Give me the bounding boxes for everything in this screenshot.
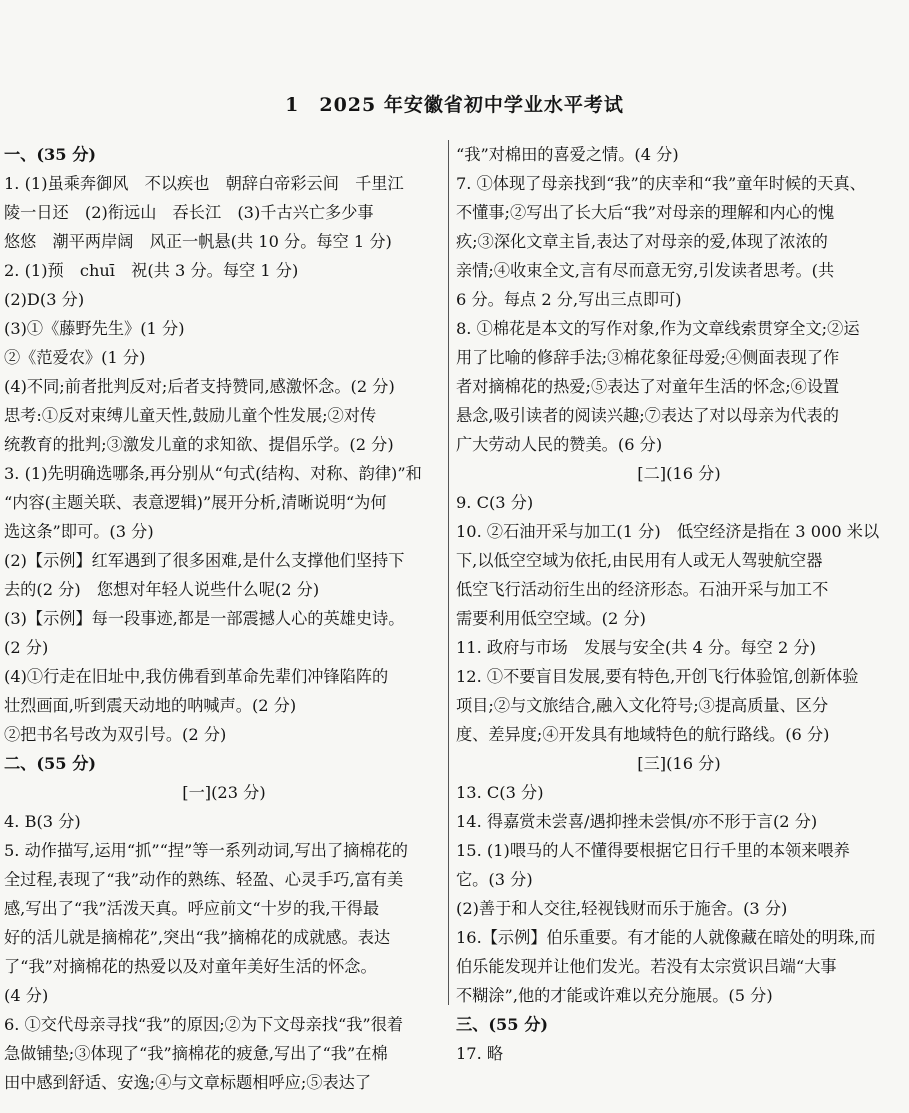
answer-line: 6. ①交代母亲寻找“我”的原因;②为下文母亲找“我”很着: [4, 1015, 404, 1034]
answer-line: (4)①行走在旧址中,我仿佛看到革命先辈们冲锋陷阵的: [4, 667, 389, 686]
right-column: [456, 140, 902, 1068]
answer-line: 不糊涂”,他的才能或许难以充分施展。(5 分): [456, 986, 773, 1005]
answer-line: 不懂事;②写出了长大后“我”对母亲的理解和内心的愧: [456, 203, 835, 222]
answer-line: 田中感到舒适、安逸;④与文章标题相呼应;⑤表达了: [4, 1073, 372, 1092]
answer-line: 16.【示例】伯乐重要。有才能的人就像藏在暗处的明珠,而: [456, 928, 876, 947]
answer-line: 需要利用低空空域。(2 分): [456, 609, 646, 628]
answer-line: 用了比喻的修辞手法;③棉花象征母爱;④侧面表现了作: [456, 348, 840, 367]
answer-line: 广大劳动人民的赞美。(6 分): [456, 435, 663, 454]
answer-line: 者对摘棉花的热爱;⑤表达了对童年生活的怀念;⑥设置: [456, 377, 840, 396]
answer-line: 6 分。每点 2 分,写出三点即可): [456, 290, 682, 309]
answer-line: 陵一日还 (2)衔远山 吞长江 (3)千古兴亡多少事: [4, 203, 374, 222]
answer-line: 9. C(3 分): [456, 493, 534, 512]
left-column: [4, 140, 444, 1097]
section-heading: 一、(35 分): [4, 145, 97, 164]
answer-line: 11. 政府与市场 发展与安全(共 4 分。每空 2 分): [456, 638, 816, 657]
answer-line: 4. B(3 分): [4, 812, 81, 831]
section-heading: 二、(55 分): [4, 754, 97, 773]
subsection-heading: [一](23 分): [182, 783, 266, 802]
answer-line: 疚;③深化文章主旨,表达了对母亲的爱,体现了浓浓的: [456, 232, 828, 251]
answer-line: 10. ②石油开采与加工(1 分) 低空经济是指在 3 000 米以: [456, 522, 880, 541]
answer-line: (2 分): [4, 638, 49, 657]
answer-line: 急做铺垫;③体现了“我”摘棉花的疲惫,写出了“我”在棉: [4, 1044, 388, 1063]
answer-line: 2. (1)预 chuī 祝(共 3 分。每空 1 分): [4, 261, 299, 280]
answer-line: 5. 动作描写,运用“抓”“捏”等一系列动词,写出了摘棉花的: [4, 841, 408, 860]
answer-line: 12. ①不要盲目发展,要有特色,开创飞行体验馆,创新体验: [456, 667, 859, 686]
answer-line: (2)善于和人交往,轻视钱财而乐于施舍。(3 分): [456, 899, 788, 918]
answer-line: 感,写出了“我”活泼天真。呼应前文“十岁的我,干得最: [4, 899, 380, 918]
answer-line: 选这条”即可。(3 分): [4, 522, 154, 541]
answer-line: 悬念,吸引读者的阅读兴趣;⑦表达了对以母亲为代表的: [456, 406, 839, 425]
answer-line: 它。(3 分): [456, 870, 533, 889]
answer-line: 1. (1)虽乘奔御风 不以疾也 朝辞白帝彩云间 千里江: [4, 174, 404, 193]
answer-line: 全过程,表现了“我”动作的熟练、轻盈、心灵手巧,富有美: [4, 870, 404, 889]
answer-line: (2)D(3 分): [4, 290, 85, 309]
column-divider: [448, 140, 449, 1005]
answer-line: (4 分): [4, 986, 49, 1005]
answer-line: (4)不同;前者批判反对;后者支持赞同,感激怀念。(2 分): [4, 377, 395, 396]
answer-line: 下,以低空空域为依托,由民用有人或无人驾驶航空器: [456, 551, 823, 570]
answer-line: 14. 得嘉赏未尝喜/遇抑挫未尝惧/亦不形于言(2 分): [456, 812, 818, 831]
section-heading: 三、(55 分): [456, 1015, 549, 1034]
answer-line: 8. ①棉花是本文的写作对象,作为文章线索贯穿全文;②运: [456, 319, 860, 338]
answer-line: 统教育的批判;③激发儿童的求知欲、提倡乐学。(2 分): [4, 435, 394, 454]
answer-line: 17. 略: [456, 1044, 504, 1063]
answer-line: 项目;②与文旅结合,融入文化符号;③提高质量、区分: [456, 696, 829, 715]
answer-line: 15. (1)喂马的人不懂得要根据它日行千里的本领来喂养: [456, 841, 850, 860]
answer-line: 低空飞行活动衍生出的经济形态。石油开采与加工不: [456, 580, 829, 599]
page-title: 1 2025 年安徽省初中学业水平考试: [285, 94, 624, 116]
answer-line: (3)【示例】每一段事迹,都是一部震撼人心的英雄史诗。: [4, 609, 405, 628]
answer-line: (3)①《藤野先生》(1 分): [4, 319, 185, 338]
subsection-heading: [二](16 分): [637, 464, 721, 483]
answer-line: 壮烈画面,听到震天动地的呐喊声。(2 分): [4, 696, 297, 715]
answer-line: 悠悠 潮平两岸阔 风正一帆悬(共 10 分。每空 1 分): [4, 232, 392, 251]
answer-line: ②把书名号改为双引号。(2 分): [4, 725, 227, 744]
answer-line: (2)【示例】红军遇到了很多困难,是什么支撑他们坚持下: [4, 551, 405, 570]
answer-line: 7. ①体现了母亲找到“我”的庆幸和“我”童年时候的天真、: [456, 174, 866, 193]
answer-line: “内容(主题关联、表意逻辑)”展开分析,清晰说明“为何: [4, 493, 387, 512]
answer-line: 度、差异度;④开发具有地域特色的航行路线。(6 分): [456, 725, 830, 744]
answer-line: ②《范爱农》(1 分): [4, 348, 146, 367]
answer-line: “我”对棉田的喜爱之情。(4 分): [456, 145, 679, 164]
answer-line: 好的活儿就是摘棉花”,突出“我”摘棉花的成就感。表达: [4, 928, 391, 947]
answer-line: 了“我”对摘棉花的热爱以及对童年美好生活的怀念。: [4, 957, 377, 976]
answer-line: 13. C(3 分): [456, 783, 544, 802]
answer-line: 思考:①反对束缚儿童天性,鼓励儿童个性发展;②对传: [4, 406, 377, 425]
answer-line: 去的(2 分) 您想对年轻人说些什么呢(2 分): [4, 580, 320, 599]
subsection-heading: [三](16 分): [637, 754, 721, 773]
answer-line: 亲情;④收束全文,言有尽而意无穷,引发读者思考。(共: [456, 261, 835, 280]
answer-line: 3. (1)先明确选哪条,再分别从“句式(结构、对称、韵律)”和: [4, 464, 422, 483]
answer-line: 伯乐能发现并让他们发光。若没有太宗赏识吕端“大事: [456, 957, 837, 976]
